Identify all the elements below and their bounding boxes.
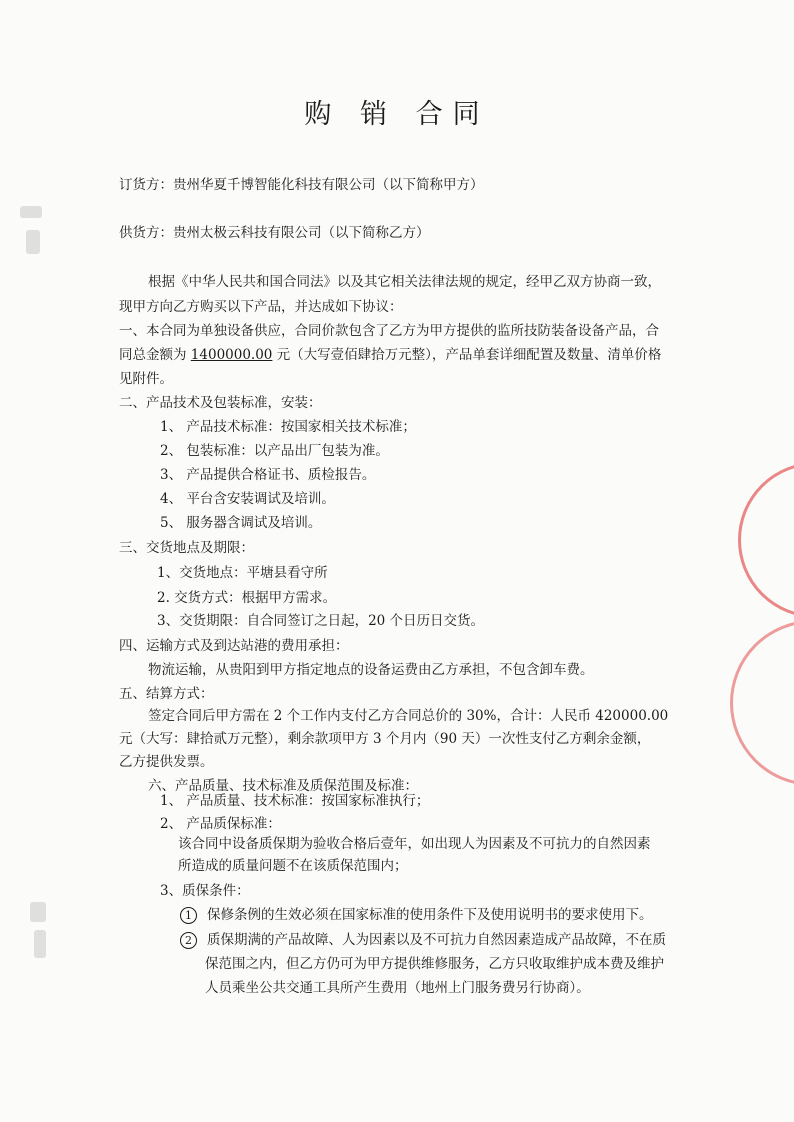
section6-item-2-body-2: 所造成的质量问题不在该质保范围内；	[178, 858, 408, 874]
section5-heading: 五、结算方式：	[119, 686, 214, 702]
condition-2-text-3: 人员乘坐公共交通工具所产生费用（地州上门服务费另行协商）。	[205, 980, 590, 996]
section3-heading: 三、交货地点及期限：	[119, 540, 254, 556]
circled-number-1: 1	[180, 907, 197, 924]
section5-line-1: 签定合同后甲方需在 2 个工作内支付乙方合同总价的 30%，合计：人民币 420000.00	[148, 708, 669, 724]
section2-item: 3、 产品提供合格证书、质检报告。	[160, 467, 376, 483]
scan-smudge	[20, 206, 42, 218]
red-seal-partial	[738, 462, 794, 618]
section1-line-1: 一、本合同为单独设备供应，合同价款包含了乙方为甲方提供的监所技防装备设备产品，合	[119, 323, 659, 339]
scan-smudge	[34, 930, 46, 958]
section3-item: 2. 交货方式：根据甲方需求。	[157, 590, 337, 606]
supplier-line: 供货方：贵州太极云科技有限公司（以下简称乙方）	[119, 225, 430, 241]
buyer-line: 订货方：贵州华夏千博智能化科技有限公司（以下简称甲方）	[119, 177, 484, 193]
section6-item-1: 1、 产品质量、技术标准：按国家标准执行；	[160, 793, 430, 809]
section3-item: 1、交货地点：平塘县看守所	[157, 565, 328, 581]
section2-item: 4、 平台含安装调试及培训。	[160, 491, 335, 507]
section6-item-2: 2、 产品质保标准：	[160, 816, 281, 832]
section1-prefix: 同总金额为	[119, 347, 191, 363]
section4-body: 物流运输，从贵阳到甲方指定地点的设备运费由乙方承担，不包含卸车费。	[148, 662, 594, 678]
section6-item-2-body-1: 该合同中设备质保期为验收合格后壹年，如出现人为因素及不可抗力的自然因素	[178, 836, 651, 852]
circled-number-2: 2	[180, 932, 197, 949]
red-seal-partial-2	[730, 620, 794, 786]
section2-item: 2、 包装标准：以产品出厂包装为准。	[160, 443, 389, 459]
section2-item: 5、 服务器含调试及培训。	[160, 515, 322, 531]
intro-line-2: 现甲方向乙方购买以下产品，并达成如下协议：	[119, 299, 403, 315]
scan-smudge	[30, 902, 46, 922]
section1-suffix: 元（大写壹佰肆拾万元整），产品单套详细配置及数量、清单价格	[272, 347, 662, 363]
scan-smudge	[26, 230, 40, 254]
condition-2	[180, 931, 666, 949]
section4-heading: 四、运输方式及到达站港的费用承担：	[119, 638, 349, 654]
condition-1-text: 保修条例的生效必须在国家标准的使用条件下及使用说明书的要求使用下。	[207, 907, 653, 923]
section2-item: 1、 产品技术标准：按国家相关技术标准；	[160, 419, 416, 435]
section3-item: 3、交货期限：自合同签订之日起，20 个日历日交货。	[157, 613, 485, 629]
section1-line-3: 见附件。	[119, 371, 173, 387]
section2-heading: 二、产品技术及包装标准，安装：	[119, 395, 322, 411]
condition-1	[180, 906, 653, 924]
intro-line-1: 根据《中华人民共和国合同法》以及其它相关法律法规的规定，经甲乙双方协商一致，	[148, 274, 661, 290]
section1-line-2	[119, 346, 661, 364]
section6-heading: 六、产品质量、技术标准及质保范围及标准：	[148, 778, 418, 794]
section6-item-3: 3、质保条件：	[160, 883, 250, 899]
condition-2-text-1: 质保期满的产品故障、人为因素以及不可抗力自然因素造成产品故障，不在质	[207, 932, 666, 948]
page-title: 购 销 合同	[304, 99, 490, 130]
section5-line-2: 元（大写：肆拾贰万元整），剩余款项甲方 3 个月内（90 天）一次性支付乙方剩余金额，	[119, 731, 651, 747]
section5-line-3: 乙方提供发票。	[119, 754, 214, 770]
contract-amount: 1400000.00	[190, 347, 273, 363]
condition-2-text-2: 保范围之内，但乙方仍可为甲方提供维修服务，乙方只收取维护成本费及维护	[205, 956, 664, 972]
